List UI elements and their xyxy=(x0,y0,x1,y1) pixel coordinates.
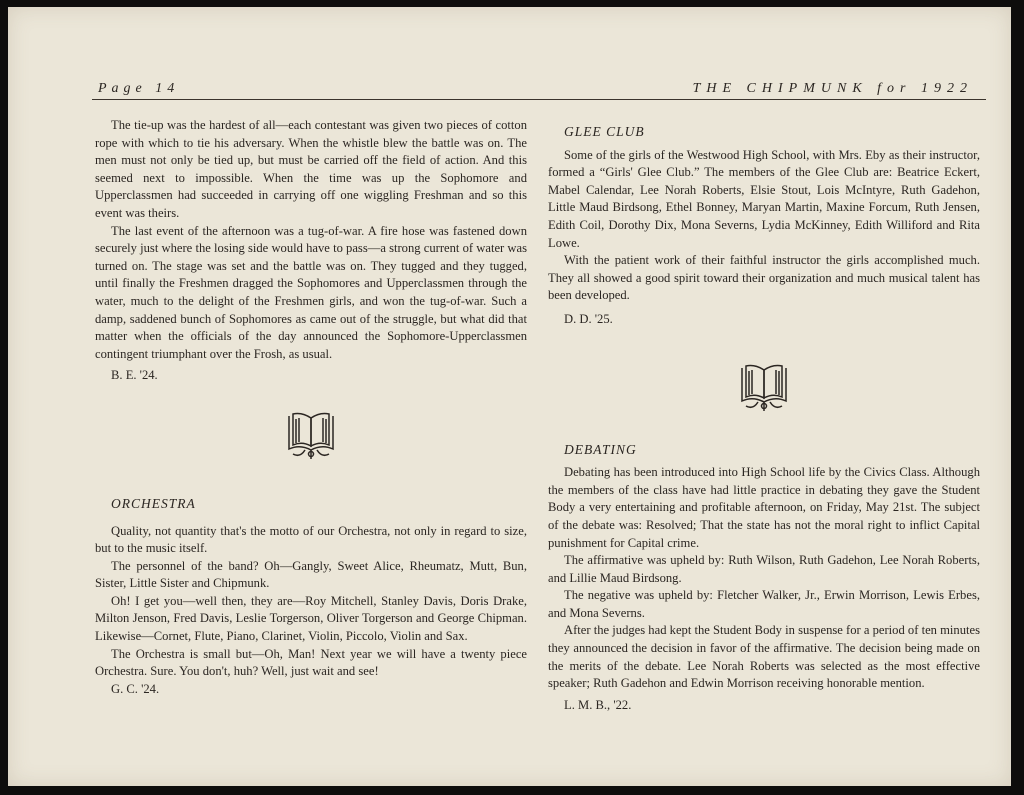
header-rule xyxy=(92,99,986,100)
glee-club-paragraph: With the patient work of their faithful instructor the girls accomplished much. They all showed a good spirit toward their organization and much musical talent has been developed. xyxy=(548,253,980,303)
signature-lmb: L. M. B., '22. xyxy=(564,697,632,712)
orchestra-paragraph: The Orchestra is small but—Oh, Man! Next year we will have a twenty piece Orchestra. Sure. You don't, huh? Well, just wait and see! xyxy=(95,646,527,679)
signature-be: B. E. '24. xyxy=(111,368,158,383)
orchestra-paragraph: Quality, not quantity that's the motto of our Orchestra, not only in regard to size, but to the music itself. xyxy=(95,523,527,556)
open-book-ornament-icon xyxy=(284,409,338,461)
publication-title: THE CHIPMUNK for 1922 xyxy=(692,81,973,96)
glee-club-heading: GLEE CLUB xyxy=(564,124,645,139)
debating-paragraph: The negative was upheld by: Fletcher Walker, Jr., Erwin Morrison, Lewis Erbes, and Mona Severns. xyxy=(548,588,980,620)
glee-club-paragraph: Some of the girls of the Westwood High School, with Mrs. Eby as their instructor, formed a “Girls' Glee Club.” The members of the Glee Club are: Beatrice Eckert, Mabel Calendar, Lee Norah Roberts, Elsie Stout, Lois McIntyre, Ruth Gadehon, Little Maud Birdsong, Ethel Bonney, Maryan Martin, Maxine Forcum, Ruth Jensen, Edith Coil, Dorothy Dix, Mona Severns, Lydia McKinney, Edith Williford and Rita Lowe. xyxy=(548,147,980,250)
orchestra-paragraph: Oh! I get you—well then, they are—Roy Mitchell, Stanley Davis, Doris Drake, Milton Jenson, Fred Davis, Leslie Torgerson, Oliver Torgerson and George Chipman. Likewise—Cornet, Flute, Piano, Clarinet, Violin, Piccolo, Violin and Sax. xyxy=(95,593,527,644)
signature-gc: G. C. '24. xyxy=(111,681,160,696)
signature-dd: D. D. '25. xyxy=(564,311,613,326)
left-column xyxy=(95,117,527,698)
orchestra-paragraph: The personnel of the band? Oh—Gangly, Sweet Alice, Rheumatz, Mutt, Bun, Sister, Little Sister and Chipmunk. xyxy=(95,558,527,591)
open-book-ornament-icon xyxy=(737,361,791,413)
debating-heading: DEBATING xyxy=(564,441,637,457)
orchestra-heading: ORCHESTRA xyxy=(111,495,196,511)
debating-paragraph: Debating has been introduced into High School life by the Civics Class. Although the members of the class have had little practice in debating they gave the Student Body a very entertaining and profitable afternoon, on Friday, May 21st. The subject of the debate was: Resolved; That the state has not the moral right to inflict Capital punishment for Capital crime. xyxy=(548,465,980,550)
page-number: Page 14 xyxy=(98,81,180,96)
tieup-paragraph: The tie-up was the hardest of all—each contestant was given two pieces of cotton rope with which to tie his adversary. When the whistle blew the battle was on. The men must not only be tied up, but must be carried off the field of action. And this seemed next to impossible. When the time was up the Sophomore and Upperclassmen had succeeded in carrying off one wiggling Freshman and so this event was theirs. xyxy=(95,118,527,220)
page-header xyxy=(98,81,973,105)
debating-paragraph: After the judges had kept the Student Body in suspense for a period of ten minutes they announced the decision in favor of the affirmative. The decision being made on the merits of the debate. Lee Norah Roberts was selected as the most effective speaker; Ruth Gadehon and Edwin Morrison receiving honorable mention. xyxy=(548,623,980,691)
tugofwar-paragraph: The last event of the afternoon was a tug-of-war. A fire hose was fastened down securely just where the losing side would have to pass—a strong current of water was turned on. The stage was set and the battle was on. They tugged and they tugged, until finally the Freshmen dragged the Sophomores and Upperclassmen through the water, much to the delight of the Freshmen girls, and won the tug-of-war. Such a damp, saddened bunch of Sophomores as came out of the struggle, but what did that matter when the officials of the day announced the Sophomore-Upperclassmen contingent triumphant over the Frosh, as usual. xyxy=(95,223,527,361)
right-column xyxy=(548,117,980,714)
debating-paragraph: The affirmative was upheld by: Ruth Wilson, Ruth Gadehon, Lee Norah Roberts, and Lillie Maud Birdsong. xyxy=(548,553,980,585)
